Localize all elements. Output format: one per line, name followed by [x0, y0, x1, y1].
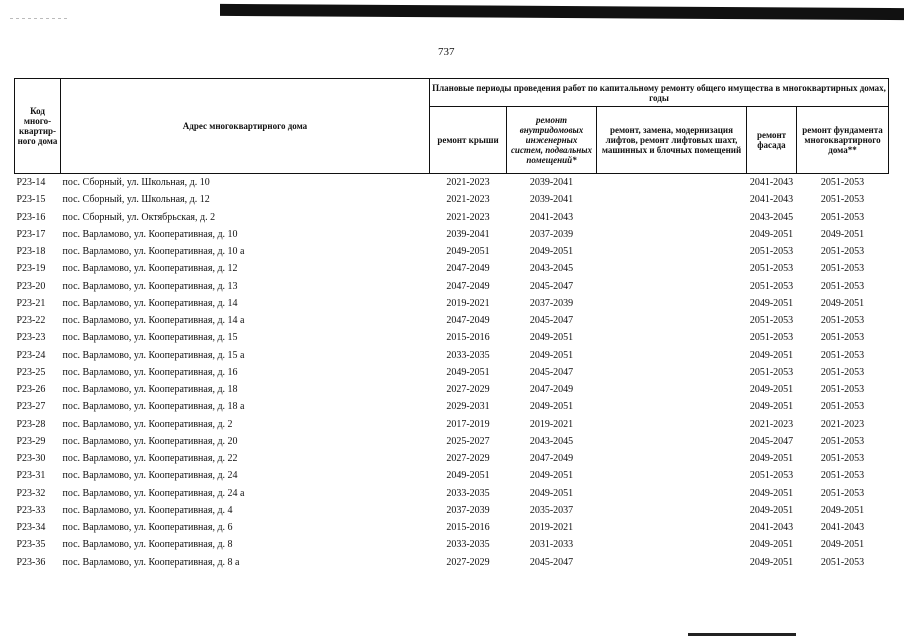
cell-lifts: [597, 243, 747, 260]
cell-code: P23-15: [16, 194, 46, 206]
cell-facade: 2043-2045: [749, 211, 794, 223]
cell-engineering: 2041-2043: [529, 211, 574, 223]
header-lifts: ремонт, замена, модернизация лифтов, ремонт лифтовых шахт, машинных и блочных помещений: [597, 107, 747, 174]
cell-foundation: 2051-2053: [820, 384, 865, 396]
cell-lifts: [597, 329, 747, 346]
table-row: [15, 191, 889, 208]
cell-code: P23-27: [16, 401, 46, 413]
cell-facade: 2051-2053: [749, 280, 794, 292]
cell-address: пос. Варламово, ул. Кооперативная, д. 13: [62, 280, 238, 292]
cell-roof: 2027-2029: [446, 556, 490, 568]
cell-roof: 2047-2049: [446, 315, 490, 327]
cell-address: пос. Варламово, ул. Кооперативная, д. 6: [62, 522, 233, 534]
cell-code: P23-26: [16, 384, 46, 396]
cell-address: пос. Варламово, ул. Кооперативная, д. 16: [62, 366, 238, 378]
cell-roof: 2025-2027: [446, 435, 490, 447]
cell-roof: 2019-2021: [446, 297, 490, 309]
cell-engineering: 2039-2041: [529, 177, 574, 189]
cell-foundation: 2051-2053: [820, 401, 865, 413]
cell-address: пос. Варламово, ул. Кооперативная, д. 15 а: [62, 349, 245, 361]
cell-engineering: 2039-2041: [529, 194, 574, 206]
cell-address: пос. Варламово, ул. Кооперативная, д. 10: [62, 228, 238, 240]
cell-foundation: 2021-2023: [820, 418, 865, 430]
cell-facade: 2049-2051: [749, 504, 794, 516]
cell-lifts: [597, 209, 747, 226]
cell-engineering: 2031-2033: [529, 539, 574, 551]
cell-roof: 2021-2023: [446, 211, 490, 223]
cell-facade: 2049-2051: [749, 384, 794, 396]
cell-address: пос. Варламово, ул. Кооперативная, д. 18 а: [62, 401, 245, 413]
cell-address: пос. Варламово, ул. Кооперативная, д. 14 а: [62, 315, 245, 327]
repair-schedule-table: [14, 78, 889, 571]
cell-code: P23-25: [16, 366, 46, 378]
cell-facade: 2041-2043: [749, 177, 794, 189]
cell-address: пос. Варламово, ул. Кооперативная, д. 8: [62, 539, 233, 551]
scan-edge-shadow: [220, 4, 904, 20]
cell-lifts: [597, 433, 747, 450]
cell-foundation: 2051-2053: [820, 263, 865, 275]
cell-address: пос. Варламово, ул. Кооперативная, д. 8 а: [62, 556, 240, 568]
cell-facade: 2049-2051: [749, 556, 794, 568]
scan-edge-line: [688, 633, 796, 636]
table-row: [15, 278, 889, 295]
table-row: [15, 174, 889, 192]
cell-address: пос. Варламово, ул. Кооперативная, д. 4: [62, 504, 233, 516]
cell-facade: 2049-2051: [749, 349, 794, 361]
cell-lifts: [597, 278, 747, 295]
cell-code: P23-31: [16, 470, 46, 482]
cell-lifts: [597, 312, 747, 329]
cell-engineering: 2045-2047: [529, 556, 574, 568]
table-row: [15, 347, 889, 364]
cell-foundation: 2051-2053: [820, 332, 865, 344]
cell-address: пос. Варламово, ул. Кооперативная, д. 20: [62, 435, 238, 447]
cell-lifts: [597, 536, 747, 553]
cell-facade: 2049-2051: [749, 487, 794, 499]
cell-roof: 2049-2051: [446, 366, 490, 378]
cell-engineering: 2049-2051: [529, 401, 574, 413]
cell-engineering: 2047-2049: [529, 453, 574, 465]
cell-engineering: 2045-2047: [529, 280, 574, 292]
table-row: [15, 260, 889, 277]
header-roof: ремонт крыши: [430, 107, 507, 174]
cell-engineering: 2047-2049: [529, 384, 574, 396]
cell-foundation: 2051-2053: [820, 556, 865, 568]
cell-address: пос. Варламово, ул. Кооперативная, д. 10 а: [62, 246, 245, 258]
cell-roof: 2015-2016: [446, 522, 490, 534]
scan-artifact: [10, 18, 68, 19]
cell-address: пос. Варламово, ул. Кооперативная, д. 15: [62, 332, 238, 344]
cell-code: P23-21: [16, 297, 46, 309]
cell-foundation: 2051-2053: [820, 349, 865, 361]
table-row: [15, 433, 889, 450]
cell-facade: 2051-2053: [749, 366, 794, 378]
table-row: [15, 243, 889, 260]
cell-facade: 2051-2053: [749, 263, 794, 275]
cell-foundation: 2051-2053: [820, 470, 865, 482]
cell-roof: 2027-2029: [446, 453, 490, 465]
cell-roof: 2033-2035: [446, 487, 490, 499]
table-row: [15, 398, 889, 415]
cell-code: P23-17: [16, 228, 46, 240]
cell-facade: 2045-2047: [749, 435, 794, 447]
cell-engineering: 2043-2045: [529, 263, 574, 275]
cell-roof: 2027-2029: [446, 384, 490, 396]
cell-lifts: [597, 295, 747, 312]
cell-code: P23-14: [16, 177, 46, 189]
cell-roof: 2015-2016: [446, 332, 490, 344]
cell-roof: 2017-2019: [446, 418, 490, 430]
header-facade: ремонт фасада: [747, 107, 797, 174]
cell-lifts: [597, 174, 747, 192]
cell-foundation: 2051-2053: [820, 194, 865, 206]
table-row: [15, 485, 889, 502]
cell-foundation: 2051-2053: [820, 246, 865, 258]
cell-engineering: 2049-2051: [529, 349, 574, 361]
cell-facade: 2051-2053: [749, 332, 794, 344]
cell-address: пос. Сборный, ул. Октябрьская, д. 2: [62, 211, 216, 223]
cell-lifts: [597, 467, 747, 484]
cell-facade: 2049-2051: [749, 401, 794, 413]
table-row: [15, 226, 889, 243]
cell-engineering: 2019-2021: [529, 522, 574, 534]
cell-engineering: 2037-2039: [529, 297, 574, 309]
table-row: [15, 209, 889, 226]
table-row: [15, 502, 889, 519]
cell-lifts: [597, 519, 747, 536]
cell-foundation: 2049-2051: [820, 228, 865, 240]
cell-engineering: 2045-2047: [529, 366, 574, 378]
cell-roof: 2049-2051: [446, 470, 490, 482]
cell-lifts: [597, 502, 747, 519]
cell-foundation: 2049-2051: [820, 539, 865, 551]
cell-facade: 2049-2051: [749, 453, 794, 465]
cell-lifts: [597, 381, 747, 398]
table-row: [15, 329, 889, 346]
cell-foundation: 2051-2053: [820, 315, 865, 327]
cell-facade: 2041-2043: [749, 522, 794, 534]
cell-address: пос. Варламово, ул. Кооперативная, д. 2: [62, 418, 233, 430]
cell-code: P23-32: [16, 487, 46, 499]
cell-lifts: [597, 416, 747, 433]
cell-foundation: 2051-2053: [820, 487, 865, 499]
cell-roof: 2029-2031: [446, 401, 490, 413]
cell-lifts: [597, 450, 747, 467]
cell-facade: 2051-2053: [749, 315, 794, 327]
cell-lifts: [597, 485, 747, 502]
cell-lifts: [597, 554, 747, 571]
cell-address: пос. Варламово, ул. Кооперативная, д. 22: [62, 453, 238, 465]
cell-address: пос. Варламово, ул. Кооперативная, д. 12: [62, 263, 238, 275]
cell-roof: 2021-2023: [446, 177, 490, 189]
cell-foundation: 2049-2051: [820, 504, 865, 516]
table-row: [15, 364, 889, 381]
cell-address: пос. Варламово, ул. Кооперативная, д. 18: [62, 384, 238, 396]
header-address: Адрес многоквартирного дома: [61, 79, 430, 174]
table-body: [15, 174, 889, 571]
cell-roof: 2037-2039: [446, 504, 490, 516]
cell-code: P23-35: [16, 539, 46, 551]
table-row: [15, 536, 889, 553]
cell-code: P23-19: [16, 263, 46, 275]
cell-engineering: 2045-2047: [529, 315, 574, 327]
cell-code: P23-18: [16, 246, 46, 258]
cell-lifts: [597, 347, 747, 364]
header-periods: Плановые периоды проведения работ по капитальному ремонту общего имущества в многоквартирных домах, годы: [430, 79, 889, 107]
header-foundation: ремонт фундамента многоквартирного дома**: [797, 107, 889, 174]
cell-engineering: 2037-2039: [529, 228, 574, 240]
cell-lifts: [597, 364, 747, 381]
cell-engineering: 2043-2045: [529, 435, 574, 447]
cell-lifts: [597, 260, 747, 277]
cell-facade: 2049-2051: [749, 297, 794, 309]
cell-foundation: 2051-2053: [820, 453, 865, 465]
cell-facade: 2051-2053: [749, 470, 794, 482]
cell-engineering: 2049-2051: [529, 470, 574, 482]
table-row: [15, 467, 889, 484]
cell-roof: 2047-2049: [446, 263, 490, 275]
table-row: [15, 381, 889, 398]
cell-foundation: 2051-2053: [820, 211, 865, 223]
header-code: Код много-квартир-ного дома: [15, 79, 61, 174]
cell-code: P23-29: [16, 435, 46, 447]
cell-roof: 2033-2035: [446, 349, 490, 361]
cell-engineering: 2049-2051: [529, 246, 574, 258]
cell-engineering: 2049-2051: [529, 332, 574, 344]
cell-code: P23-36: [16, 556, 46, 568]
cell-foundation: 2051-2053: [820, 366, 865, 378]
cell-foundation: 2041-2043: [820, 522, 865, 534]
table-row: [15, 312, 889, 329]
cell-facade: 2021-2023: [749, 418, 794, 430]
cell-roof: 2049-2051: [446, 246, 490, 258]
header-engineering: ремонт внутридомовых инженерных систем, подвальных помещений*: [507, 107, 597, 174]
table-row: [15, 416, 889, 433]
cell-code: P23-16: [16, 211, 46, 223]
cell-roof: 2047-2049: [446, 280, 490, 292]
cell-lifts: [597, 226, 747, 243]
cell-foundation: 2051-2053: [820, 435, 865, 447]
table-row: [15, 295, 889, 312]
cell-facade: 2049-2051: [749, 539, 794, 551]
cell-facade: 2049-2051: [749, 228, 794, 240]
cell-lifts: [597, 398, 747, 415]
cell-foundation: 2051-2053: [820, 280, 865, 292]
cell-lifts: [597, 191, 747, 208]
table-row: [15, 554, 889, 571]
cell-address: пос. Варламово, ул. Кооперативная, д. 24: [62, 470, 238, 482]
cell-code: P23-22: [16, 315, 46, 327]
cell-code: P23-30: [16, 453, 46, 465]
cell-code: P23-33: [16, 504, 46, 516]
page-number: 737: [438, 46, 455, 58]
cell-engineering: 2019-2021: [529, 418, 574, 430]
cell-facade: 2041-2043: [749, 194, 794, 206]
table-row: [15, 450, 889, 467]
cell-engineering: 2049-2051: [529, 487, 574, 499]
cell-address: пос. Варламово, ул. Кооперативная, д. 14: [62, 297, 238, 309]
cell-code: P23-24: [16, 349, 46, 361]
cell-engineering: 2035-2037: [529, 504, 574, 516]
cell-roof: 2033-2035: [446, 539, 490, 551]
cell-code: P23-34: [16, 522, 46, 534]
cell-facade: 2051-2053: [749, 246, 794, 258]
table-row: [15, 519, 889, 536]
cell-code: P23-20: [16, 280, 46, 292]
cell-roof: 2021-2023: [446, 194, 490, 206]
cell-roof: 2039-2041: [446, 228, 490, 240]
cell-foundation: 2051-2053: [820, 177, 865, 189]
cell-foundation: 2049-2051: [820, 297, 865, 309]
cell-code: P23-23: [16, 332, 46, 344]
cell-address: пос. Сборный, ул. Школьная, д. 12: [62, 194, 210, 206]
cell-code: P23-28: [16, 418, 46, 430]
cell-address: пос. Сборный, ул. Школьная, д. 10: [62, 177, 210, 189]
cell-address: пос. Варламово, ул. Кооперативная, д. 24 а: [62, 487, 245, 499]
